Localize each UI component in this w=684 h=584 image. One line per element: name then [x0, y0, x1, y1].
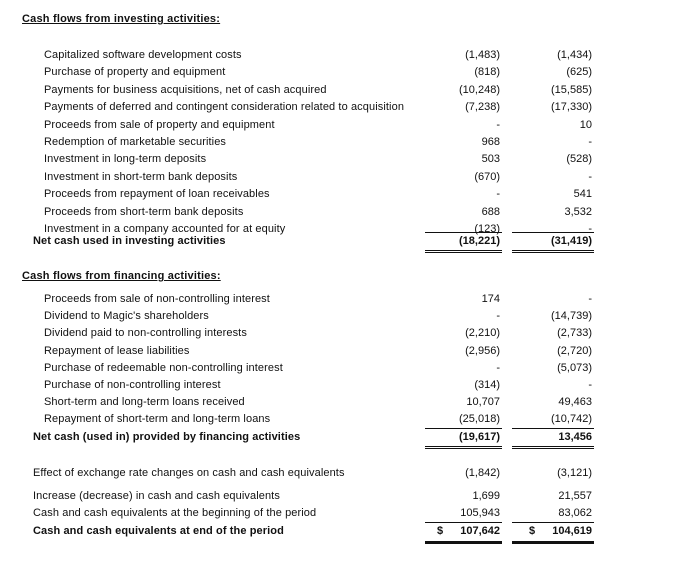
table-row	[0, 360, 684, 377]
table-row	[0, 411, 684, 428]
grand-total-rule-col2	[512, 541, 594, 544]
table-row	[0, 343, 684, 360]
row-label: Payments of deferred and contingent consideration related to acquisition	[44, 101, 405, 114]
row-value-col2: -	[588, 170, 592, 183]
table-row	[0, 308, 684, 325]
table-row	[0, 325, 684, 342]
row-value-col1: (1,483)	[465, 49, 500, 61]
row-value-col1: -	[496, 361, 500, 374]
row-value-col2: (14,739)	[551, 310, 592, 323]
table-row	[0, 394, 684, 411]
row-value-col2: -	[588, 379, 592, 391]
row-value-col2: (1,434)	[557, 49, 592, 61]
table-row	[0, 291, 684, 308]
row-value-col1: 688	[481, 205, 500, 218]
table-row	[0, 117, 684, 134]
table-row	[0, 377, 684, 394]
ending-balance-col1: 107,642	[460, 525, 500, 537]
row-label: Repayment of lease liabilities	[44, 344, 190, 357]
row-value-col1: -	[496, 118, 500, 131]
total-double-rule-col2	[512, 446, 594, 449]
row-value-col1: 503	[481, 153, 500, 166]
ending-balance-col2: 104,619	[552, 525, 592, 537]
table-row	[0, 151, 684, 168]
row-value-col1: -	[496, 310, 500, 323]
fx-effect-row	[0, 465, 684, 482]
beginning-balance-col1: 105,943	[460, 507, 500, 519]
row-label: Dividend paid to non-controlling interests	[44, 327, 247, 340]
row-value-col1: (7,238)	[465, 101, 500, 114]
row-label: Short-term and long-term loans received	[44, 396, 245, 409]
row-label: Repayment of short-term and long-term loans	[44, 413, 271, 426]
table-row	[0, 186, 684, 203]
ending-balance-label: Cash and cash equivalents at end of the period	[33, 525, 284, 537]
row-value-col2: (17,330)	[551, 101, 592, 114]
row-value-col2: (15,585)	[551, 83, 592, 96]
row-value-col2: -	[588, 223, 592, 235]
beginning-balance-row	[0, 505, 684, 522]
row-value-col1: 174	[481, 293, 500, 305]
table-row	[0, 134, 684, 151]
row-label: Proceeds from repayment of loan receivables	[44, 188, 270, 201]
row-value-col2: 541	[573, 188, 592, 201]
table-row	[0, 99, 684, 116]
increase-col2: 21,557	[558, 490, 592, 502]
investing-total-col1: (18,221)	[459, 235, 500, 247]
currency-symbol-col1: $	[437, 525, 444, 537]
row-value-col1: (314)	[474, 379, 500, 391]
row-value-col1: (818)	[474, 66, 500, 79]
increase-col1: 1,699	[472, 490, 500, 502]
table-row	[0, 47, 684, 64]
financing-total-col1: (19,617)	[459, 431, 500, 443]
row-value-col1: 10,707	[466, 396, 500, 409]
row-value-col2: 49,463	[558, 396, 592, 409]
row-value-col1: (10,248)	[459, 83, 500, 96]
financing-total-col2: 13,456	[558, 431, 592, 443]
row-value-col2: (528)	[566, 153, 592, 166]
row-label: Capitalized software development costs	[44, 49, 242, 61]
row-value-col2: (10,742)	[551, 413, 592, 426]
row-value-col1: (2,210)	[465, 327, 500, 340]
row-value-col1: (670)	[474, 170, 500, 183]
row-value-col2: (5,073)	[557, 361, 592, 374]
table-row	[0, 64, 684, 81]
increase-row	[0, 488, 684, 505]
total-double-rule-col1	[425, 446, 502, 449]
row-value-col2: (2,720)	[557, 344, 592, 357]
row-label: Dividend to Magic's shareholders	[44, 310, 209, 323]
row-value-col2: -	[588, 136, 592, 148]
financing-section-header: Cash flows from financing activities:	[22, 270, 221, 282]
beginning-balance-col2: 83,062	[558, 507, 592, 519]
investing-total-col2: (31,419)	[551, 235, 592, 247]
currency-symbol-col2: $	[529, 525, 536, 537]
row-label: Payments for business acquisitions, net of cash acquired	[44, 83, 327, 96]
fx-effect-col1: (1,842)	[465, 467, 500, 479]
row-label: Purchase of property and equipment	[44, 66, 226, 79]
investing-total-row	[0, 233, 684, 250]
row-label: Investment in long-term deposits	[44, 153, 207, 166]
row-value-col2: (625)	[566, 66, 592, 79]
row-value-col1: (25,018)	[459, 413, 500, 426]
row-value-col2: 10	[579, 118, 592, 131]
financing-total-label: Net cash (used in) provided by financing activities	[33, 431, 301, 443]
row-value-col1: (2,956)	[465, 344, 500, 357]
investing-section-header: Cash flows from investing activities:	[22, 13, 221, 25]
table-row	[0, 82, 684, 99]
investing-total-label: Net cash used in investing activities	[33, 235, 226, 247]
table-row	[0, 169, 684, 186]
fx-effect-label: Effect of exchange rate changes on cash and cash equivalents	[33, 467, 345, 479]
grand-total-rule-col1	[425, 541, 502, 544]
ending-balance-row	[0, 523, 684, 540]
row-label: Investment in short-term bank deposits	[44, 170, 238, 183]
row-label: Redemption of marketable securities	[44, 136, 227, 148]
beginning-balance-label: Cash and cash equivalents at the beginning of the period	[33, 507, 317, 519]
row-value-col1: -	[496, 188, 500, 201]
row-value-col2: -	[588, 293, 592, 305]
increase-label: Increase (decrease) in cash and cash equivalents	[33, 490, 280, 502]
row-value-col2: 3,532	[564, 205, 592, 218]
row-label: Proceeds from sale of non-controlling interest	[44, 293, 270, 305]
table-row	[0, 204, 684, 221]
row-label: Purchase of redeemable non-controlling interest	[44, 361, 283, 374]
financing-total-row	[0, 429, 684, 446]
row-value-col1: (123)	[474, 223, 500, 235]
total-double-rule-col1	[425, 250, 502, 253]
row-label: Proceeds from short-term bank deposits	[44, 205, 244, 218]
fx-effect-col2: (3,121)	[557, 467, 592, 479]
row-label: Investment in a company accounted for at equity	[44, 223, 286, 235]
total-double-rule-col2	[512, 250, 594, 253]
row-value-col1: 968	[481, 136, 500, 148]
row-label: Proceeds from sale of property and equipment	[44, 118, 275, 131]
row-value-col2: (2,733)	[557, 327, 592, 340]
row-label: Purchase of non-controlling interest	[44, 379, 221, 391]
